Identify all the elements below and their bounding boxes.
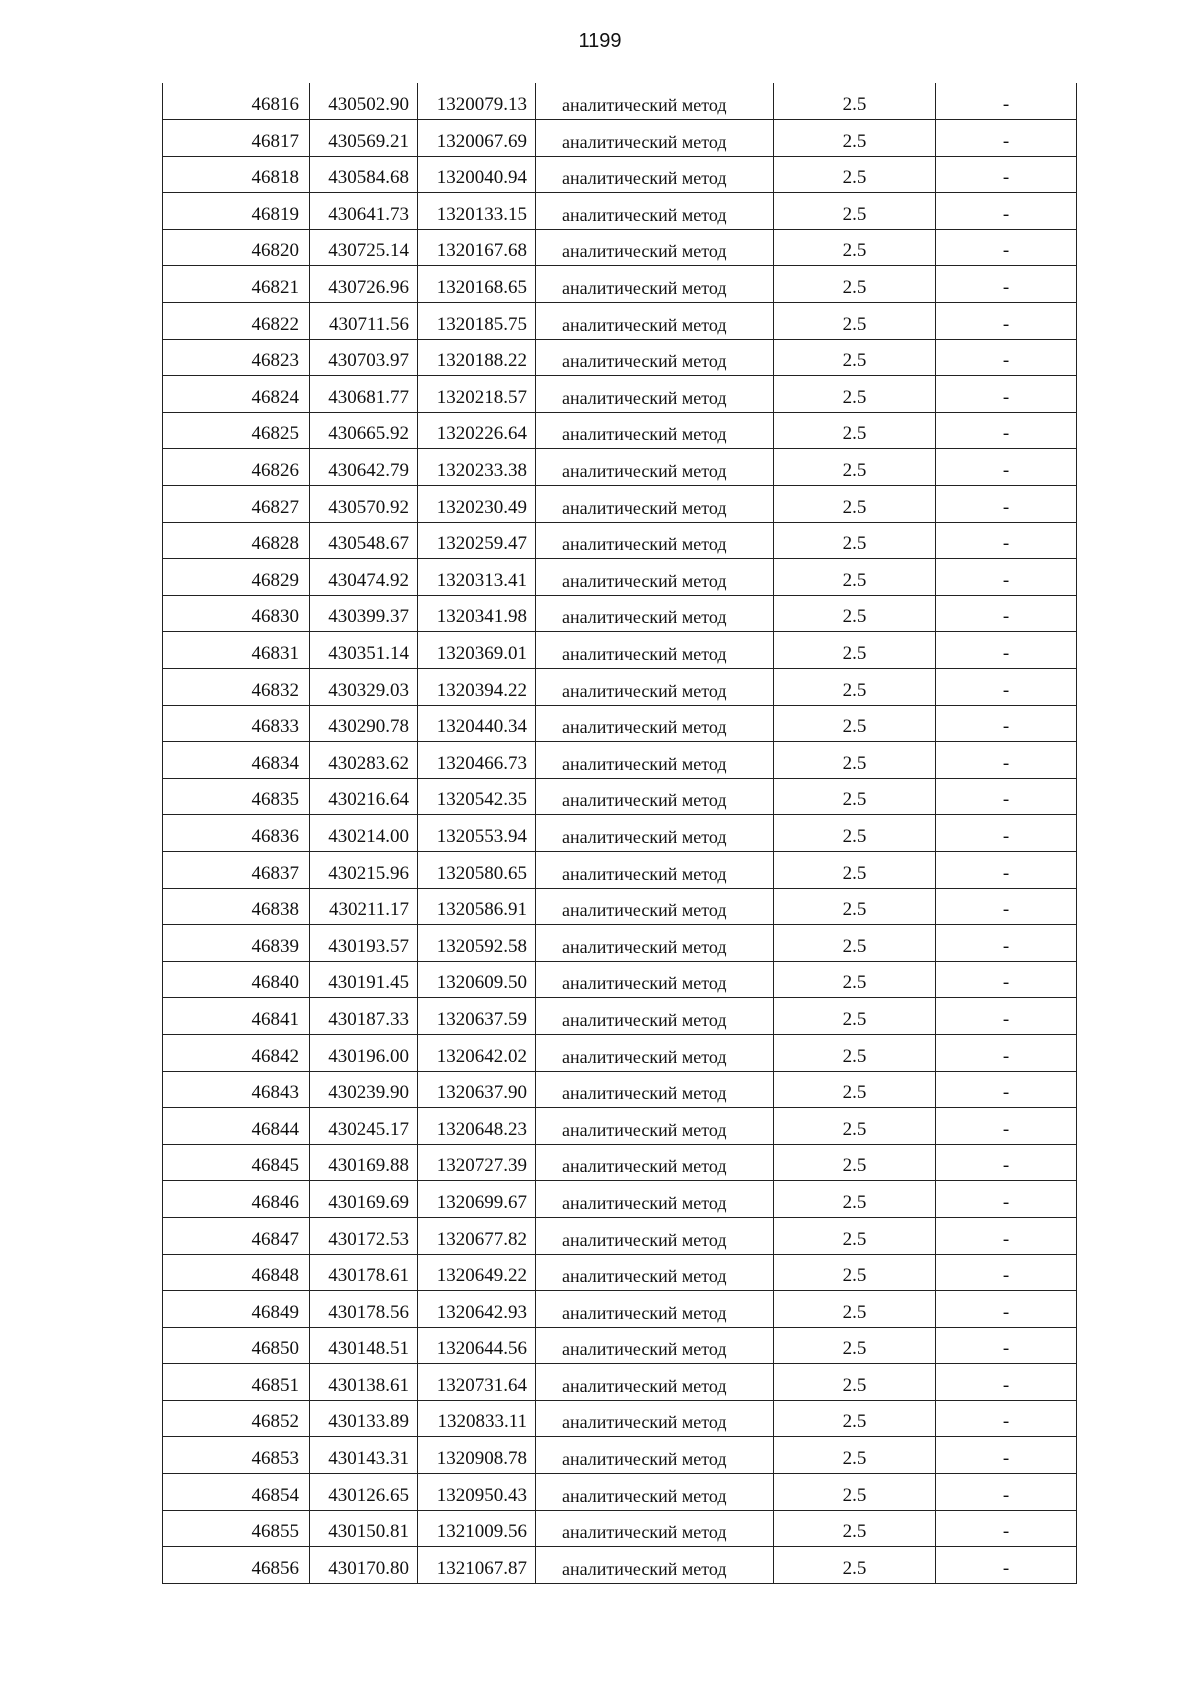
table-row — [163, 669, 1077, 706]
table-row — [163, 156, 1077, 193]
point-number-cell: 46833 — [163, 705, 310, 742]
point-number-cell: 46840 — [163, 961, 310, 998]
x-coordinate-cell: 430216.64 — [310, 778, 418, 815]
table-row — [163, 1364, 1077, 1401]
x-coordinate-cell: 430187.33 — [310, 998, 418, 1035]
point-number-cell: 46828 — [163, 522, 310, 559]
note-cell: - — [936, 1400, 1077, 1437]
point-number-cell: 46823 — [163, 339, 310, 376]
x-coordinate-cell: 430681.77 — [310, 376, 418, 413]
note-cell: - — [936, 83, 1077, 120]
x-coordinate-cell: 430584.68 — [310, 156, 418, 193]
method-cell: аналитический метод — [536, 1034, 774, 1071]
point-number-cell: 46839 — [163, 925, 310, 962]
table-row — [163, 1071, 1077, 1108]
method-cell: аналитический метод — [536, 449, 774, 486]
accuracy-cell: 2.5 — [774, 1510, 936, 1547]
point-number-cell: 46843 — [163, 1071, 310, 1108]
y-coordinate-cell: 1320394.22 — [418, 669, 536, 706]
note-cell: - — [936, 778, 1077, 815]
point-number-cell: 46856 — [163, 1547, 310, 1584]
x-coordinate-cell: 430239.90 — [310, 1071, 418, 1108]
x-coordinate-cell: 430502.90 — [310, 83, 418, 120]
accuracy-cell: 2.5 — [774, 1108, 936, 1145]
point-number-cell: 46821 — [163, 266, 310, 303]
x-coordinate-cell: 430665.92 — [310, 412, 418, 449]
method-cell: аналитический метод — [536, 486, 774, 523]
point-number-cell: 46818 — [163, 156, 310, 193]
table-row — [163, 1254, 1077, 1291]
y-coordinate-cell: 1320731.64 — [418, 1364, 536, 1401]
y-coordinate-cell: 1320649.22 — [418, 1254, 536, 1291]
x-coordinate-cell: 430211.17 — [310, 888, 418, 925]
point-number-cell: 46846 — [163, 1181, 310, 1218]
accuracy-cell: 2.5 — [774, 1437, 936, 1474]
note-cell: - — [936, 193, 1077, 230]
x-coordinate-cell: 430169.69 — [310, 1181, 418, 1218]
point-number-cell: 46850 — [163, 1327, 310, 1364]
accuracy-cell: 2.5 — [774, 851, 936, 888]
table-row — [163, 1510, 1077, 1547]
table-row — [163, 1437, 1077, 1474]
point-number-cell: 46841 — [163, 998, 310, 1035]
table-row — [163, 376, 1077, 413]
accuracy-cell: 2.5 — [774, 1400, 936, 1437]
accuracy-cell: 2.5 — [774, 705, 936, 742]
point-number-cell: 46819 — [163, 193, 310, 230]
accuracy-cell: 2.5 — [774, 83, 936, 120]
note-cell: - — [936, 229, 1077, 266]
point-number-cell: 46830 — [163, 595, 310, 632]
table-row — [163, 742, 1077, 779]
x-coordinate-cell: 430725.14 — [310, 229, 418, 266]
y-coordinate-cell: 1320440.34 — [418, 705, 536, 742]
x-coordinate-cell: 430148.51 — [310, 1327, 418, 1364]
x-coordinate-cell: 430548.67 — [310, 522, 418, 559]
y-coordinate-cell: 1320699.67 — [418, 1181, 536, 1218]
y-coordinate-cell: 1320369.01 — [418, 632, 536, 669]
note-cell: - — [936, 1144, 1077, 1181]
point-number-cell: 46852 — [163, 1400, 310, 1437]
method-cell: аналитический метод — [536, 669, 774, 706]
table-row — [163, 1291, 1077, 1328]
point-number-cell: 46824 — [163, 376, 310, 413]
table-row — [163, 595, 1077, 632]
accuracy-cell: 2.5 — [774, 303, 936, 340]
method-cell: аналитический метод — [536, 1291, 774, 1328]
table-row — [163, 1547, 1077, 1584]
y-coordinate-cell: 1320167.68 — [418, 229, 536, 266]
point-number-cell: 46834 — [163, 742, 310, 779]
y-coordinate-cell: 1320727.39 — [418, 1144, 536, 1181]
y-coordinate-cell: 1320466.73 — [418, 742, 536, 779]
accuracy-cell: 2.5 — [774, 1034, 936, 1071]
table-row — [163, 998, 1077, 1035]
table-row — [163, 705, 1077, 742]
point-number-cell: 46829 — [163, 559, 310, 596]
y-coordinate-cell: 1320233.38 — [418, 449, 536, 486]
coordinates-table — [162, 83, 1077, 1584]
method-cell: аналитический метод — [536, 83, 774, 120]
y-coordinate-cell: 1320226.64 — [418, 412, 536, 449]
method-cell: аналитический метод — [536, 522, 774, 559]
x-coordinate-cell: 430133.89 — [310, 1400, 418, 1437]
accuracy-cell: 2.5 — [774, 1181, 936, 1218]
table-row — [163, 229, 1077, 266]
point-number-cell: 46847 — [163, 1217, 310, 1254]
y-coordinate-cell: 1320677.82 — [418, 1217, 536, 1254]
note-cell: - — [936, 486, 1077, 523]
point-number-cell: 46816 — [163, 83, 310, 120]
y-coordinate-cell: 1320553.94 — [418, 815, 536, 852]
x-coordinate-cell: 430215.96 — [310, 851, 418, 888]
point-number-cell: 46844 — [163, 1108, 310, 1145]
point-number-cell: 46832 — [163, 669, 310, 706]
method-cell: аналитический метод — [536, 1474, 774, 1511]
table-row — [163, 1108, 1077, 1145]
accuracy-cell: 2.5 — [774, 1217, 936, 1254]
point-number-cell: 46855 — [163, 1510, 310, 1547]
point-number-cell: 46838 — [163, 888, 310, 925]
x-coordinate-cell: 430474.92 — [310, 559, 418, 596]
note-cell: - — [936, 1108, 1077, 1145]
table-row — [163, 851, 1077, 888]
note-cell: - — [936, 1437, 1077, 1474]
accuracy-cell: 2.5 — [774, 925, 936, 962]
x-coordinate-cell: 430170.80 — [310, 1547, 418, 1584]
x-coordinate-cell: 430642.79 — [310, 449, 418, 486]
note-cell: - — [936, 851, 1077, 888]
page-number: 1199 — [578, 30, 622, 52]
y-coordinate-cell: 1320648.23 — [418, 1108, 536, 1145]
note-cell: - — [936, 669, 1077, 706]
y-coordinate-cell: 1321067.87 — [418, 1547, 536, 1584]
y-coordinate-cell: 1320040.94 — [418, 156, 536, 193]
method-cell: аналитический метод — [536, 193, 774, 230]
table-row — [163, 1474, 1077, 1511]
accuracy-cell: 2.5 — [774, 778, 936, 815]
method-cell: аналитический метод — [536, 412, 774, 449]
y-coordinate-cell: 1320908.78 — [418, 1437, 536, 1474]
note-cell: - — [936, 925, 1077, 962]
method-cell: аналитический метод — [536, 595, 774, 632]
note-cell: - — [936, 1254, 1077, 1291]
table-row — [163, 486, 1077, 523]
note-cell: - — [936, 1291, 1077, 1328]
y-coordinate-cell: 1320188.22 — [418, 339, 536, 376]
accuracy-cell: 2.5 — [774, 998, 936, 1035]
x-coordinate-cell: 430150.81 — [310, 1510, 418, 1547]
y-coordinate-cell: 1320313.41 — [418, 559, 536, 596]
x-coordinate-cell: 430245.17 — [310, 1108, 418, 1145]
method-cell: аналитический метод — [536, 705, 774, 742]
accuracy-cell: 2.5 — [774, 742, 936, 779]
point-number-cell: 46827 — [163, 486, 310, 523]
y-coordinate-cell: 1320609.50 — [418, 961, 536, 998]
accuracy-cell: 2.5 — [774, 559, 936, 596]
note-cell: - — [936, 120, 1077, 157]
y-coordinate-cell: 1320950.43 — [418, 1474, 536, 1511]
method-cell: аналитический метод — [536, 632, 774, 669]
accuracy-cell: 2.5 — [774, 193, 936, 230]
point-number-cell: 46835 — [163, 778, 310, 815]
y-coordinate-cell: 1320644.56 — [418, 1327, 536, 1364]
point-number-cell: 46837 — [163, 851, 310, 888]
accuracy-cell: 2.5 — [774, 1547, 936, 1584]
y-coordinate-cell: 1320637.90 — [418, 1071, 536, 1108]
point-number-cell: 46854 — [163, 1474, 310, 1511]
method-cell: аналитический метод — [536, 815, 774, 852]
method-cell: аналитический метод — [536, 1254, 774, 1291]
accuracy-cell: 2.5 — [774, 632, 936, 669]
y-coordinate-cell: 1320592.58 — [418, 925, 536, 962]
note-cell: - — [936, 559, 1077, 596]
table-row — [163, 412, 1077, 449]
note-cell: - — [936, 1034, 1077, 1071]
table-body — [163, 83, 1077, 1583]
table-row — [163, 522, 1077, 559]
x-coordinate-cell: 430283.62 — [310, 742, 418, 779]
table-row — [163, 1217, 1077, 1254]
y-coordinate-cell: 1320168.65 — [418, 266, 536, 303]
accuracy-cell: 2.5 — [774, 120, 936, 157]
point-number-cell: 46848 — [163, 1254, 310, 1291]
accuracy-cell: 2.5 — [774, 339, 936, 376]
method-cell: аналитический метод — [536, 1364, 774, 1401]
accuracy-cell: 2.5 — [774, 156, 936, 193]
note-cell: - — [936, 339, 1077, 376]
table-row — [163, 339, 1077, 376]
point-number-cell: 46822 — [163, 303, 310, 340]
y-coordinate-cell: 1320133.15 — [418, 193, 536, 230]
method-cell: аналитический метод — [536, 1510, 774, 1547]
accuracy-cell: 2.5 — [774, 229, 936, 266]
point-number-cell: 46831 — [163, 632, 310, 669]
y-coordinate-cell: 1320067.69 — [418, 120, 536, 157]
y-coordinate-cell: 1320637.59 — [418, 998, 536, 1035]
x-coordinate-cell: 430703.97 — [310, 339, 418, 376]
x-coordinate-cell: 430191.45 — [310, 961, 418, 998]
note-cell: - — [936, 1071, 1077, 1108]
accuracy-cell: 2.5 — [774, 449, 936, 486]
x-coordinate-cell: 430214.00 — [310, 815, 418, 852]
note-cell: - — [936, 412, 1077, 449]
note-cell: - — [936, 961, 1077, 998]
note-cell: - — [936, 705, 1077, 742]
accuracy-cell: 2.5 — [774, 522, 936, 559]
table-row — [163, 1144, 1077, 1181]
accuracy-cell: 2.5 — [774, 595, 936, 632]
y-coordinate-cell: 1320586.91 — [418, 888, 536, 925]
method-cell: аналитический метод — [536, 1327, 774, 1364]
method-cell: аналитический метод — [536, 559, 774, 596]
y-coordinate-cell: 1321009.56 — [418, 1510, 536, 1547]
method-cell: аналитический метод — [536, 1547, 774, 1584]
table-row — [163, 815, 1077, 852]
point-number-cell: 46845 — [163, 1144, 310, 1181]
note-cell: - — [936, 522, 1077, 559]
point-number-cell: 46851 — [163, 1364, 310, 1401]
y-coordinate-cell: 1320079.13 — [418, 83, 536, 120]
method-cell: аналитический метод — [536, 120, 774, 157]
accuracy-cell: 2.5 — [774, 412, 936, 449]
note-cell: - — [936, 449, 1077, 486]
accuracy-cell: 2.5 — [774, 1327, 936, 1364]
x-coordinate-cell: 430178.61 — [310, 1254, 418, 1291]
method-cell: аналитический метод — [536, 266, 774, 303]
note-cell: - — [936, 742, 1077, 779]
y-coordinate-cell: 1320833.11 — [418, 1400, 536, 1437]
note-cell: - — [936, 1510, 1077, 1547]
accuracy-cell: 2.5 — [774, 961, 936, 998]
point-number-cell: 46825 — [163, 412, 310, 449]
accuracy-cell: 2.5 — [774, 669, 936, 706]
note-cell: - — [936, 1474, 1077, 1511]
method-cell: аналитический метод — [536, 376, 774, 413]
y-coordinate-cell: 1320259.47 — [418, 522, 536, 559]
x-coordinate-cell: 430399.37 — [310, 595, 418, 632]
x-coordinate-cell: 430569.21 — [310, 120, 418, 157]
x-coordinate-cell: 430329.03 — [310, 669, 418, 706]
method-cell: аналитический метод — [536, 961, 774, 998]
method-cell: аналитический метод — [536, 778, 774, 815]
x-coordinate-cell: 430570.92 — [310, 486, 418, 523]
table-row — [163, 632, 1077, 669]
note-cell: - — [936, 632, 1077, 669]
accuracy-cell: 2.5 — [774, 486, 936, 523]
accuracy-cell: 2.5 — [774, 1254, 936, 1291]
note-cell: - — [936, 815, 1077, 852]
table-row — [163, 193, 1077, 230]
table-row — [163, 120, 1077, 157]
note-cell: - — [936, 1327, 1077, 1364]
x-coordinate-cell: 430351.14 — [310, 632, 418, 669]
point-number-cell: 46853 — [163, 1437, 310, 1474]
y-coordinate-cell: 1320185.75 — [418, 303, 536, 340]
point-number-cell: 46842 — [163, 1034, 310, 1071]
method-cell: аналитический метод — [536, 888, 774, 925]
method-cell: аналитический метод — [536, 229, 774, 266]
method-cell: аналитический метод — [536, 1217, 774, 1254]
method-cell: аналитический метод — [536, 1108, 774, 1145]
note-cell: - — [936, 1547, 1077, 1584]
x-coordinate-cell: 430290.78 — [310, 705, 418, 742]
y-coordinate-cell: 1320580.65 — [418, 851, 536, 888]
accuracy-cell: 2.5 — [774, 1291, 936, 1328]
y-coordinate-cell: 1320542.35 — [418, 778, 536, 815]
method-cell: аналитический метод — [536, 851, 774, 888]
point-number-cell: 46836 — [163, 815, 310, 852]
method-cell: аналитический метод — [536, 1400, 774, 1437]
point-number-cell: 46820 — [163, 229, 310, 266]
note-cell: - — [936, 1217, 1077, 1254]
note-cell: - — [936, 1364, 1077, 1401]
method-cell: аналитический метод — [536, 1144, 774, 1181]
table-row — [163, 888, 1077, 925]
method-cell: аналитический метод — [536, 998, 774, 1035]
table-row — [163, 925, 1077, 962]
method-cell: аналитический метод — [536, 339, 774, 376]
x-coordinate-cell: 430143.31 — [310, 1437, 418, 1474]
table-row — [163, 559, 1077, 596]
x-coordinate-cell: 430178.56 — [310, 1291, 418, 1328]
note-cell: - — [936, 376, 1077, 413]
note-cell: - — [936, 998, 1077, 1035]
point-number-cell: 46849 — [163, 1291, 310, 1328]
x-coordinate-cell: 430711.56 — [310, 303, 418, 340]
method-cell: аналитический метод — [536, 156, 774, 193]
y-coordinate-cell: 1320341.98 — [418, 595, 536, 632]
y-coordinate-cell: 1320642.93 — [418, 1291, 536, 1328]
x-coordinate-cell: 430641.73 — [310, 193, 418, 230]
table-row — [163, 1327, 1077, 1364]
x-coordinate-cell: 430726.96 — [310, 266, 418, 303]
accuracy-cell: 2.5 — [774, 888, 936, 925]
x-coordinate-cell: 430138.61 — [310, 1364, 418, 1401]
x-coordinate-cell: 430193.57 — [310, 925, 418, 962]
table-row — [163, 303, 1077, 340]
method-cell: аналитический метод — [536, 1181, 774, 1218]
y-coordinate-cell: 1320218.57 — [418, 376, 536, 413]
x-coordinate-cell: 430126.65 — [310, 1474, 418, 1511]
x-coordinate-cell: 430169.88 — [310, 1144, 418, 1181]
note-cell: - — [936, 156, 1077, 193]
accuracy-cell: 2.5 — [774, 266, 936, 303]
x-coordinate-cell: 430196.00 — [310, 1034, 418, 1071]
accuracy-cell: 2.5 — [774, 815, 936, 852]
accuracy-cell: 2.5 — [774, 1144, 936, 1181]
accuracy-cell: 2.5 — [774, 1071, 936, 1108]
method-cell: аналитический метод — [536, 303, 774, 340]
table-row — [163, 778, 1077, 815]
table-row — [163, 83, 1077, 120]
y-coordinate-cell: 1320230.49 — [418, 486, 536, 523]
note-cell: - — [936, 303, 1077, 340]
table-row — [163, 1400, 1077, 1437]
method-cell: аналитический метод — [536, 742, 774, 779]
accuracy-cell: 2.5 — [774, 1364, 936, 1401]
table-row — [163, 961, 1077, 998]
note-cell: - — [936, 888, 1077, 925]
table-row — [163, 266, 1077, 303]
accuracy-cell: 2.5 — [774, 376, 936, 413]
table-row — [163, 1034, 1077, 1071]
table-row — [163, 449, 1077, 486]
note-cell: - — [936, 1181, 1077, 1218]
point-number-cell: 46817 — [163, 120, 310, 157]
note-cell: - — [936, 266, 1077, 303]
method-cell: аналитический метод — [536, 1437, 774, 1474]
x-coordinate-cell: 430172.53 — [310, 1217, 418, 1254]
table-row — [163, 1181, 1077, 1218]
note-cell: - — [936, 595, 1077, 632]
method-cell: аналитический метод — [536, 1071, 774, 1108]
point-number-cell: 46826 — [163, 449, 310, 486]
y-coordinate-cell: 1320642.02 — [418, 1034, 536, 1071]
accuracy-cell: 2.5 — [774, 1474, 936, 1511]
method-cell: аналитический метод — [536, 925, 774, 962]
